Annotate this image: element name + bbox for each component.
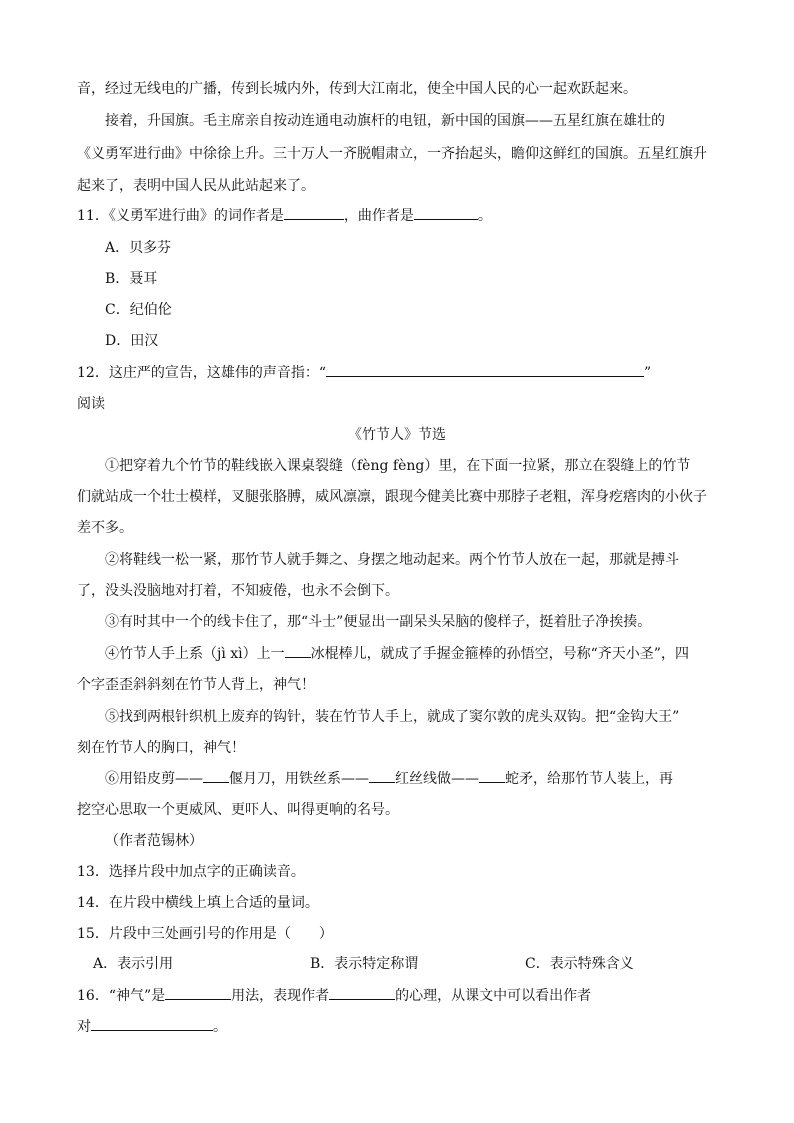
passage-line: ①把穿着九个竹节的鞋线嵌入课桌裂缝（fèng fèng）里，在下面一拉紧，那立在裂缝上的竹节 — [105, 458, 691, 474]
answer-blank[interactable] — [165, 987, 231, 1000]
question-text: 用法，表现作者 — [231, 988, 330, 1004]
passage-text: 偃月刀，用铁丝系—— — [229, 771, 369, 787]
question-text: 12．这庄严的宣告，这雄伟的声音指：“ — [77, 365, 326, 381]
option-d: D．田汉 — [105, 333, 159, 349]
passage-line: 差不多。 — [77, 520, 133, 536]
reading-label: 阅读 — [77, 396, 105, 412]
answer-blank[interactable] — [91, 1018, 213, 1031]
answer-blank[interactable] — [285, 645, 311, 658]
question-16 — [77, 985, 734, 1007]
passage-title: 《竹节人》节选 — [348, 427, 446, 443]
passage-line: 们就站成一个壮士模样，叉腿张胳膊，威风凛凛，跟现今健美比赛中那脖子老粗，浑身疙瘩肉的小伙子 — [77, 489, 707, 505]
question-text: 16．“神气”是 — [77, 988, 166, 1004]
passage-text: ⑥用铅皮剪—— — [105, 771, 203, 787]
question-15-options — [93, 953, 713, 975]
passage-line: ⑤找到两根针织机上废弃的钩针，装在竹节人手上，就成了窦尔敦的虎头双钩。把“金钩大王” — [105, 709, 680, 725]
question-text: 11．《义勇军进行曲》的词作者是 — [77, 208, 284, 224]
question-16-line2 — [77, 1016, 734, 1038]
answer-blank[interactable] — [284, 207, 344, 220]
passage-line: 接着，升国旗。毛主席亲自按动连通电动旗杆的电钮，新中国的国旗——五星红旗在雄壮的 — [105, 113, 665, 129]
option-b: B．聂耳 — [105, 271, 158, 287]
passage-line: 起来了，表明中国人民从此站起来了。 — [77, 178, 315, 194]
option-c: C．表示特殊含义 — [525, 956, 634, 972]
passage-line: ③有时其中一个的线卡住了，那“斗士”便显出一副呆头呆脑的傻样子，挺着肚子净挨揍。 — [105, 614, 652, 630]
question-14: 14．在片段中横线上填上合适的量词。 — [77, 895, 319, 911]
passage-line: 《义勇军进行曲》中徐徐上升。三十万人一齐脱帽肃立，一齐抬起头，瞻仰这鲜红的国旗。五星红旗升 — [77, 146, 707, 162]
question-text: 。 — [477, 208, 492, 224]
passage-line — [105, 768, 734, 790]
question-11 — [77, 205, 734, 227]
question-15: 15．片段中三处画引号的作用是（ ） — [77, 926, 333, 942]
passage-line: 个字歪歪斜斜刻在竹节人背上，神气！ — [77, 677, 315, 693]
passage-line: 了，没头没脑地对打着，不知疲倦，也永不会倒下。 — [77, 583, 399, 599]
question-12 — [77, 362, 734, 384]
question-text: 对 — [77, 1019, 91, 1035]
passage-text: 冰棍棒儿，就成了手握金箍棒的孙悟空，号称“齐天小圣”，四 — [310, 646, 689, 662]
option-a: A．表示引用 — [93, 956, 174, 972]
passage-line: 挖空心思取一个更威风、更吓人、叫得更响的名号。 — [77, 802, 399, 818]
passage-line: 刻在竹节人的胸口，神气！ — [77, 740, 245, 756]
passage-line — [105, 643, 734, 665]
option-c: C．纪伯伦 — [105, 302, 172, 318]
answer-blank[interactable] — [203, 770, 229, 783]
question-13: 13．选择片段中加点字的正确读音。 — [77, 864, 305, 880]
question-text: 。 — [213, 1019, 227, 1035]
answer-blank[interactable] — [369, 770, 395, 783]
answer-blank[interactable] — [326, 364, 644, 377]
passage-text: ④竹节人手上系（jì xì）上一 — [105, 646, 285, 662]
question-text: ” — [643, 365, 652, 381]
passage-line: 音，经过无线电的广播，传到长城内外，传到大江南北，使全中国人民的心一起欢跃起来。 — [77, 81, 637, 97]
author-note: （作者范锡林） — [105, 833, 203, 849]
passage-text: 蛇矛，给那竹节人装上，再 — [505, 771, 673, 787]
passage-text: 红丝线做—— — [395, 771, 479, 787]
question-text: 的心理，从课文中可以看出作者 — [395, 988, 592, 1004]
answer-blank[interactable] — [479, 770, 505, 783]
question-text: ，曲作者是 — [343, 208, 414, 224]
option-a: A．贝多芬 — [105, 240, 172, 256]
answer-blank[interactable] — [414, 207, 478, 220]
passage-line: ②将鞋线一松一紧，那竹节人就手舞之、身摆之地动起来。两个竹节人放在一起，那就是搏斗 — [105, 552, 679, 568]
option-b: B．表示特定称谓 — [310, 956, 419, 972]
answer-blank[interactable] — [329, 987, 395, 1000]
